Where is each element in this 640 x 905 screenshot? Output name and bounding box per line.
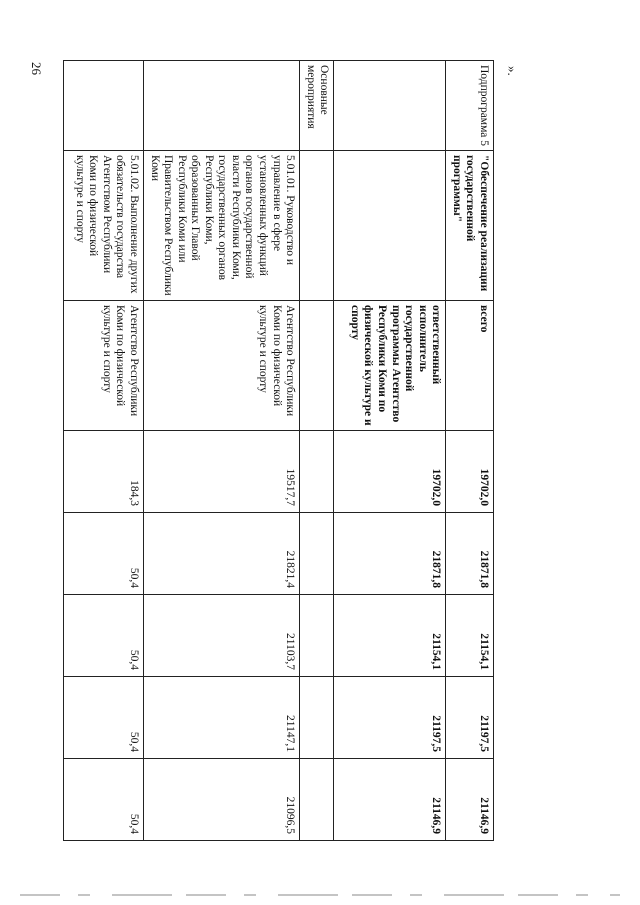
budget-table-rotated	[73, 60, 494, 840]
value-cell: 21821,4	[144, 513, 300, 595]
value-cell: 19517,7	[144, 431, 300, 513]
value-cell: 50,4	[64, 595, 144, 677]
row-name	[334, 151, 446, 301]
value-cell	[300, 513, 334, 595]
value-cell	[300, 595, 334, 677]
row-label	[144, 61, 300, 151]
page-number: 26	[29, 62, 44, 75]
value-cell: 21871,8	[334, 513, 446, 595]
closing-quote-mark: ».	[505, 66, 520, 76]
activity-name: 5.01.01. Руководство и управление в сфере установленных функций органов государственной власти Республики Коми, государственных органов Республики Коми, образованных Главой Республики Коми или Правительством Республики Коми	[144, 151, 300, 301]
row-label	[334, 61, 446, 151]
value-cell: 21154,1	[446, 595, 494, 677]
value-cell: 21146,9	[446, 759, 494, 841]
value-cell: 21197,5	[446, 677, 494, 759]
value-cell: 21146,9	[334, 759, 446, 841]
row-label: Подпрограмма 5	[446, 61, 494, 151]
value-cell	[300, 431, 334, 513]
executor-cell: ответственный исполнитель государственной программы Агентство Республики Коми по физической культуре и спорту	[334, 301, 446, 431]
value-cell: 50,4	[64, 677, 144, 759]
value-cell: 19702,0	[446, 431, 494, 513]
row-label: Основные мероприятия	[300, 61, 334, 151]
table-row-activity-5-01-02	[64, 61, 144, 841]
subprogram-name: "Обеспечение реализации государственной программы"	[446, 151, 494, 301]
value-cell: 21871,8	[446, 513, 494, 595]
value-cell: 21096,5	[144, 759, 300, 841]
table-row-main-activities	[300, 61, 334, 841]
value-cell: 21154,1	[334, 595, 446, 677]
executor-cell: всего	[446, 301, 494, 431]
row-label	[64, 61, 144, 151]
value-cell: 21103,7	[144, 595, 300, 677]
value-cell: 21197,5	[334, 677, 446, 759]
row-name	[300, 151, 334, 301]
table-row-subprogram-total	[446, 61, 494, 841]
executor-cell: Агентство Республики Коми по физической культуре и спорту	[144, 301, 300, 431]
value-cell: 50,4	[64, 513, 144, 595]
scan-artifact-line	[0, 889, 640, 899]
value-cell: 50,4	[64, 759, 144, 841]
value-cell: 21147,1	[144, 677, 300, 759]
value-cell	[300, 759, 334, 841]
value-cell: 184,3	[64, 431, 144, 513]
executor-cell: Агентство Республики Коми по физической культуре и спорту	[64, 301, 144, 431]
executor-cell	[300, 301, 334, 431]
value-cell: 19702,0	[334, 431, 446, 513]
table-row-activity-5-01-01	[144, 61, 300, 841]
activity-name: 5.01.02. Выполнение других обязательств государства Агентством Республики Коми по физической культуре и спорту	[64, 151, 144, 301]
table-row-responsible-executor	[334, 61, 446, 841]
value-cell	[300, 677, 334, 759]
budget-table	[63, 60, 494, 841]
